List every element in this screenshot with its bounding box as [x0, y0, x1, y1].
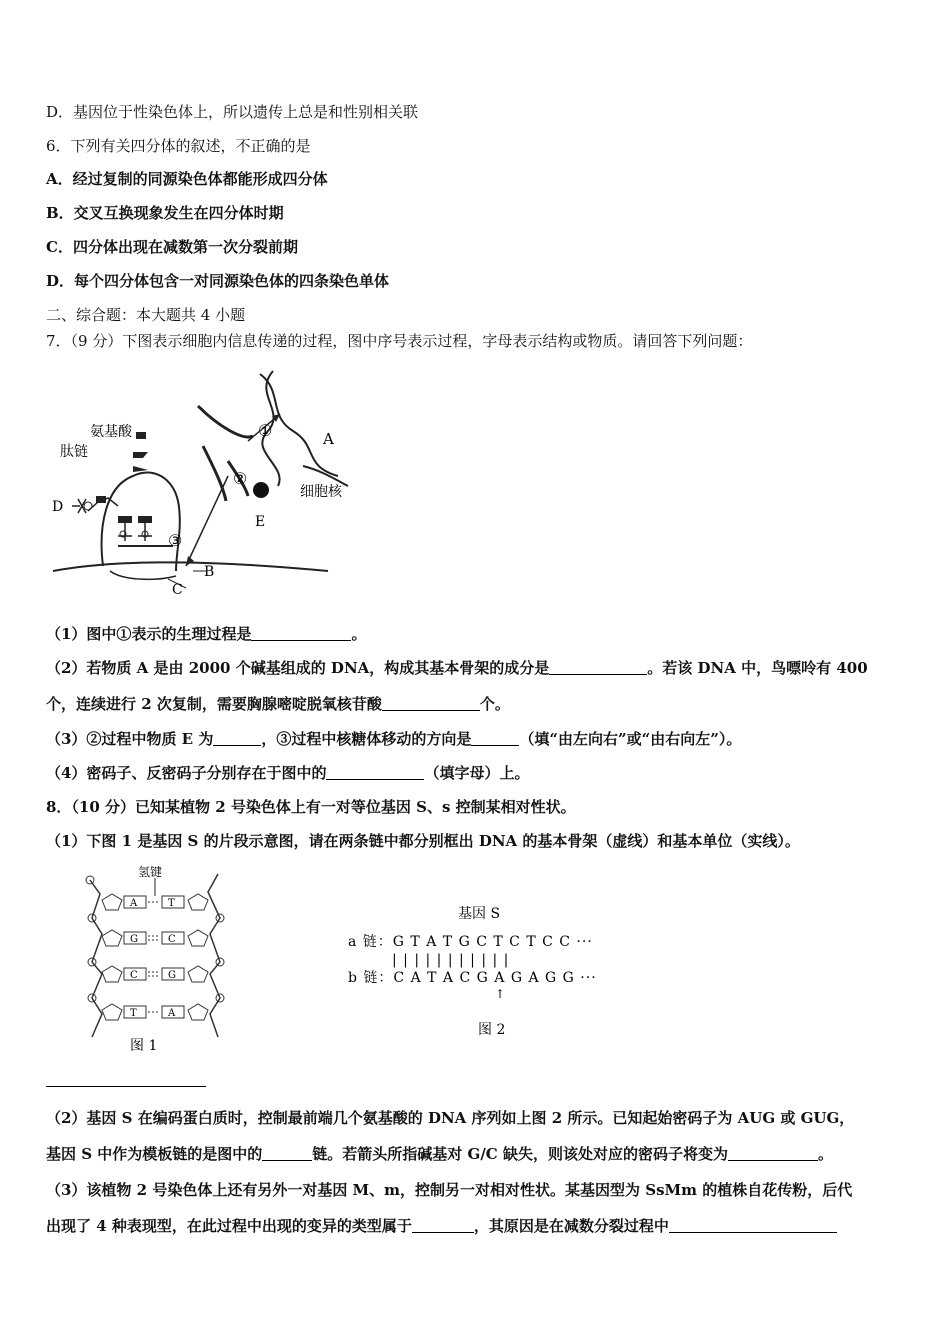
amino-acid [136, 432, 146, 439]
q7-sub4: （4）密码子、反密码子分别存在于图中的 （填字母）上。 [46, 764, 530, 782]
q6-option-a: A．经过复制的同源染色体都能形成四分体 [46, 170, 328, 188]
trna-1 [118, 516, 132, 523]
trna-2 [138, 516, 152, 523]
base-left-1: A [130, 898, 138, 909]
answer-blank[interactable] [251, 625, 351, 641]
answer-blank[interactable] [728, 1145, 818, 1161]
q8-sub2: （2）基因 S 在编码蛋白质时，控制最前端几个氨基酸的 DNA 序列如上图 2 所示。已知起始密码子为 AUG 或 GUG， [46, 1109, 855, 1127]
base-right-4: A [168, 1008, 176, 1019]
base-left-3: C [130, 970, 138, 981]
strand-b: b 链：C A T A C G A G A G G ··· [348, 970, 597, 986]
label-a: A [323, 430, 334, 448]
fig1-caption: 图 1 [130, 1038, 158, 1054]
label-b: B [204, 564, 215, 580]
q7-stem: 7．（9 分）下图表示细胞内信息传递的过程，图中序号表示过程，字母表示结构或物质。请回答下列问题： [46, 332, 753, 350]
membrane-b [53, 562, 328, 571]
q8-sub3-cont: 出现了 4 种表现型，在此过程中出现的变异的类型属于 ，其原因是在减数分裂过程中 [46, 1216, 904, 1236]
answer-blank[interactable] [262, 1145, 312, 1161]
q7-sub3: （3）②过程中物质 E 为 ，③过程中核糖体移动的方向是 （填“由左向右”或“由右向左”）。 [46, 730, 742, 748]
hbond-label: 氢键 [138, 865, 163, 879]
base-left-4: T [130, 1008, 137, 1019]
label-process-1: ① [258, 421, 273, 440]
base-right-2: C [168, 934, 176, 945]
strand-a: a 链：G T A T G C T C T C C ··· [348, 934, 593, 950]
label-c: C [172, 582, 183, 598]
base-right-1: T [168, 898, 175, 909]
answer-blank[interactable] [471, 730, 519, 746]
base-left-2: G [130, 934, 138, 945]
base-pair-row [102, 1004, 208, 1020]
label-process-2: ② [233, 469, 248, 488]
base-right-3: G [168, 970, 176, 981]
footnote-rule [46, 1086, 206, 1087]
backbone-right [208, 874, 220, 1037]
structure-c [110, 571, 176, 579]
figure-1 [78, 862, 238, 1057]
label-amino-acid: 氨基酸 [90, 424, 132, 440]
label-e: E [255, 514, 266, 530]
q6-option-b: B．交叉互换现象发生在四分体时期 [46, 204, 284, 222]
mrna-a [198, 406, 253, 437]
base-pair-row [102, 930, 208, 946]
q8-sub2-cont: 基因 S 中作为模板链的是图中的 链。若箭头所指碱基对 G/C 缺失，则该处对应的密码子将变为 。 [46, 1145, 833, 1163]
q7-sub2-cont: 个，连续进行 2 次复制，需要胸腺嘧啶脱氧核苷酸 个。 [46, 695, 510, 713]
q6-stem: 6．下列有关四分体的叙述，不正确的是 [46, 137, 311, 155]
section-heading: 二、综合题：本大题共 4 小题 [46, 306, 246, 324]
label-nucleus: 细胞核 [300, 484, 342, 500]
q6-option-d: D．每个四分体包含一对同源染色体的四条染色单体 [46, 272, 390, 290]
amino-acid [96, 496, 106, 503]
answer-blank[interactable] [549, 659, 647, 675]
answer-blank[interactable] [382, 695, 480, 711]
figure-2 [340, 900, 600, 1045]
fig2-title: 基因 S [458, 906, 501, 922]
fig2-caption: 图 2 [478, 1022, 506, 1038]
answer-blank[interactable] [213, 730, 261, 746]
answer-blank[interactable] [326, 764, 424, 780]
label-d: D [52, 499, 64, 515]
answer-blank[interactable] [412, 1217, 474, 1233]
answer-blank[interactable] [669, 1217, 837, 1233]
q8-stem: 8．（10 分）已知某植物 2 号染色体上有一对等位基因 S、s 控制某相对性状。 [46, 798, 576, 816]
q7-sub2: （2）若物质 A 是由 2000 个碱基组成的 DNA，构成其基本骨架的成分是 。若该 DNA 中，鸟嘌呤有 400 [46, 659, 868, 677]
q6-option-c: C．四分体出现在减数第一次分裂前期 [46, 238, 298, 256]
base-pair-row [102, 894, 208, 910]
label-process-3: ③ [168, 531, 183, 550]
label-peptide: 肽链 [60, 444, 88, 460]
rna-polymerase-e [253, 482, 269, 498]
pair-bars: | | | | | | | | | | | [392, 952, 510, 968]
amino-acid [133, 466, 148, 472]
arrow-icon: ↑ [495, 987, 506, 1001]
base-pair-row [102, 966, 208, 982]
q7-figure [48, 366, 378, 606]
q8-sub3: （3）该植物 2 号染色体上还有另外一对基因 M、m，控制另一对相对性状。某基因型为 SsMm 的植株自花传粉，后代 [46, 1181, 853, 1199]
q8-sub1: （1）下图 1 是基因 S 的片段示意图，请在两条链中都分别框出 DNA 的基本骨架（虚线）和基本单位（实线）。 [46, 832, 800, 850]
q7-sub1: （1）图中①表示的生理过程是 。 [46, 625, 367, 643]
amino-acid [133, 452, 148, 458]
q5-option-d: D．基因位于性染色体上，所以遗传上总是和性别相关联 [46, 103, 419, 121]
